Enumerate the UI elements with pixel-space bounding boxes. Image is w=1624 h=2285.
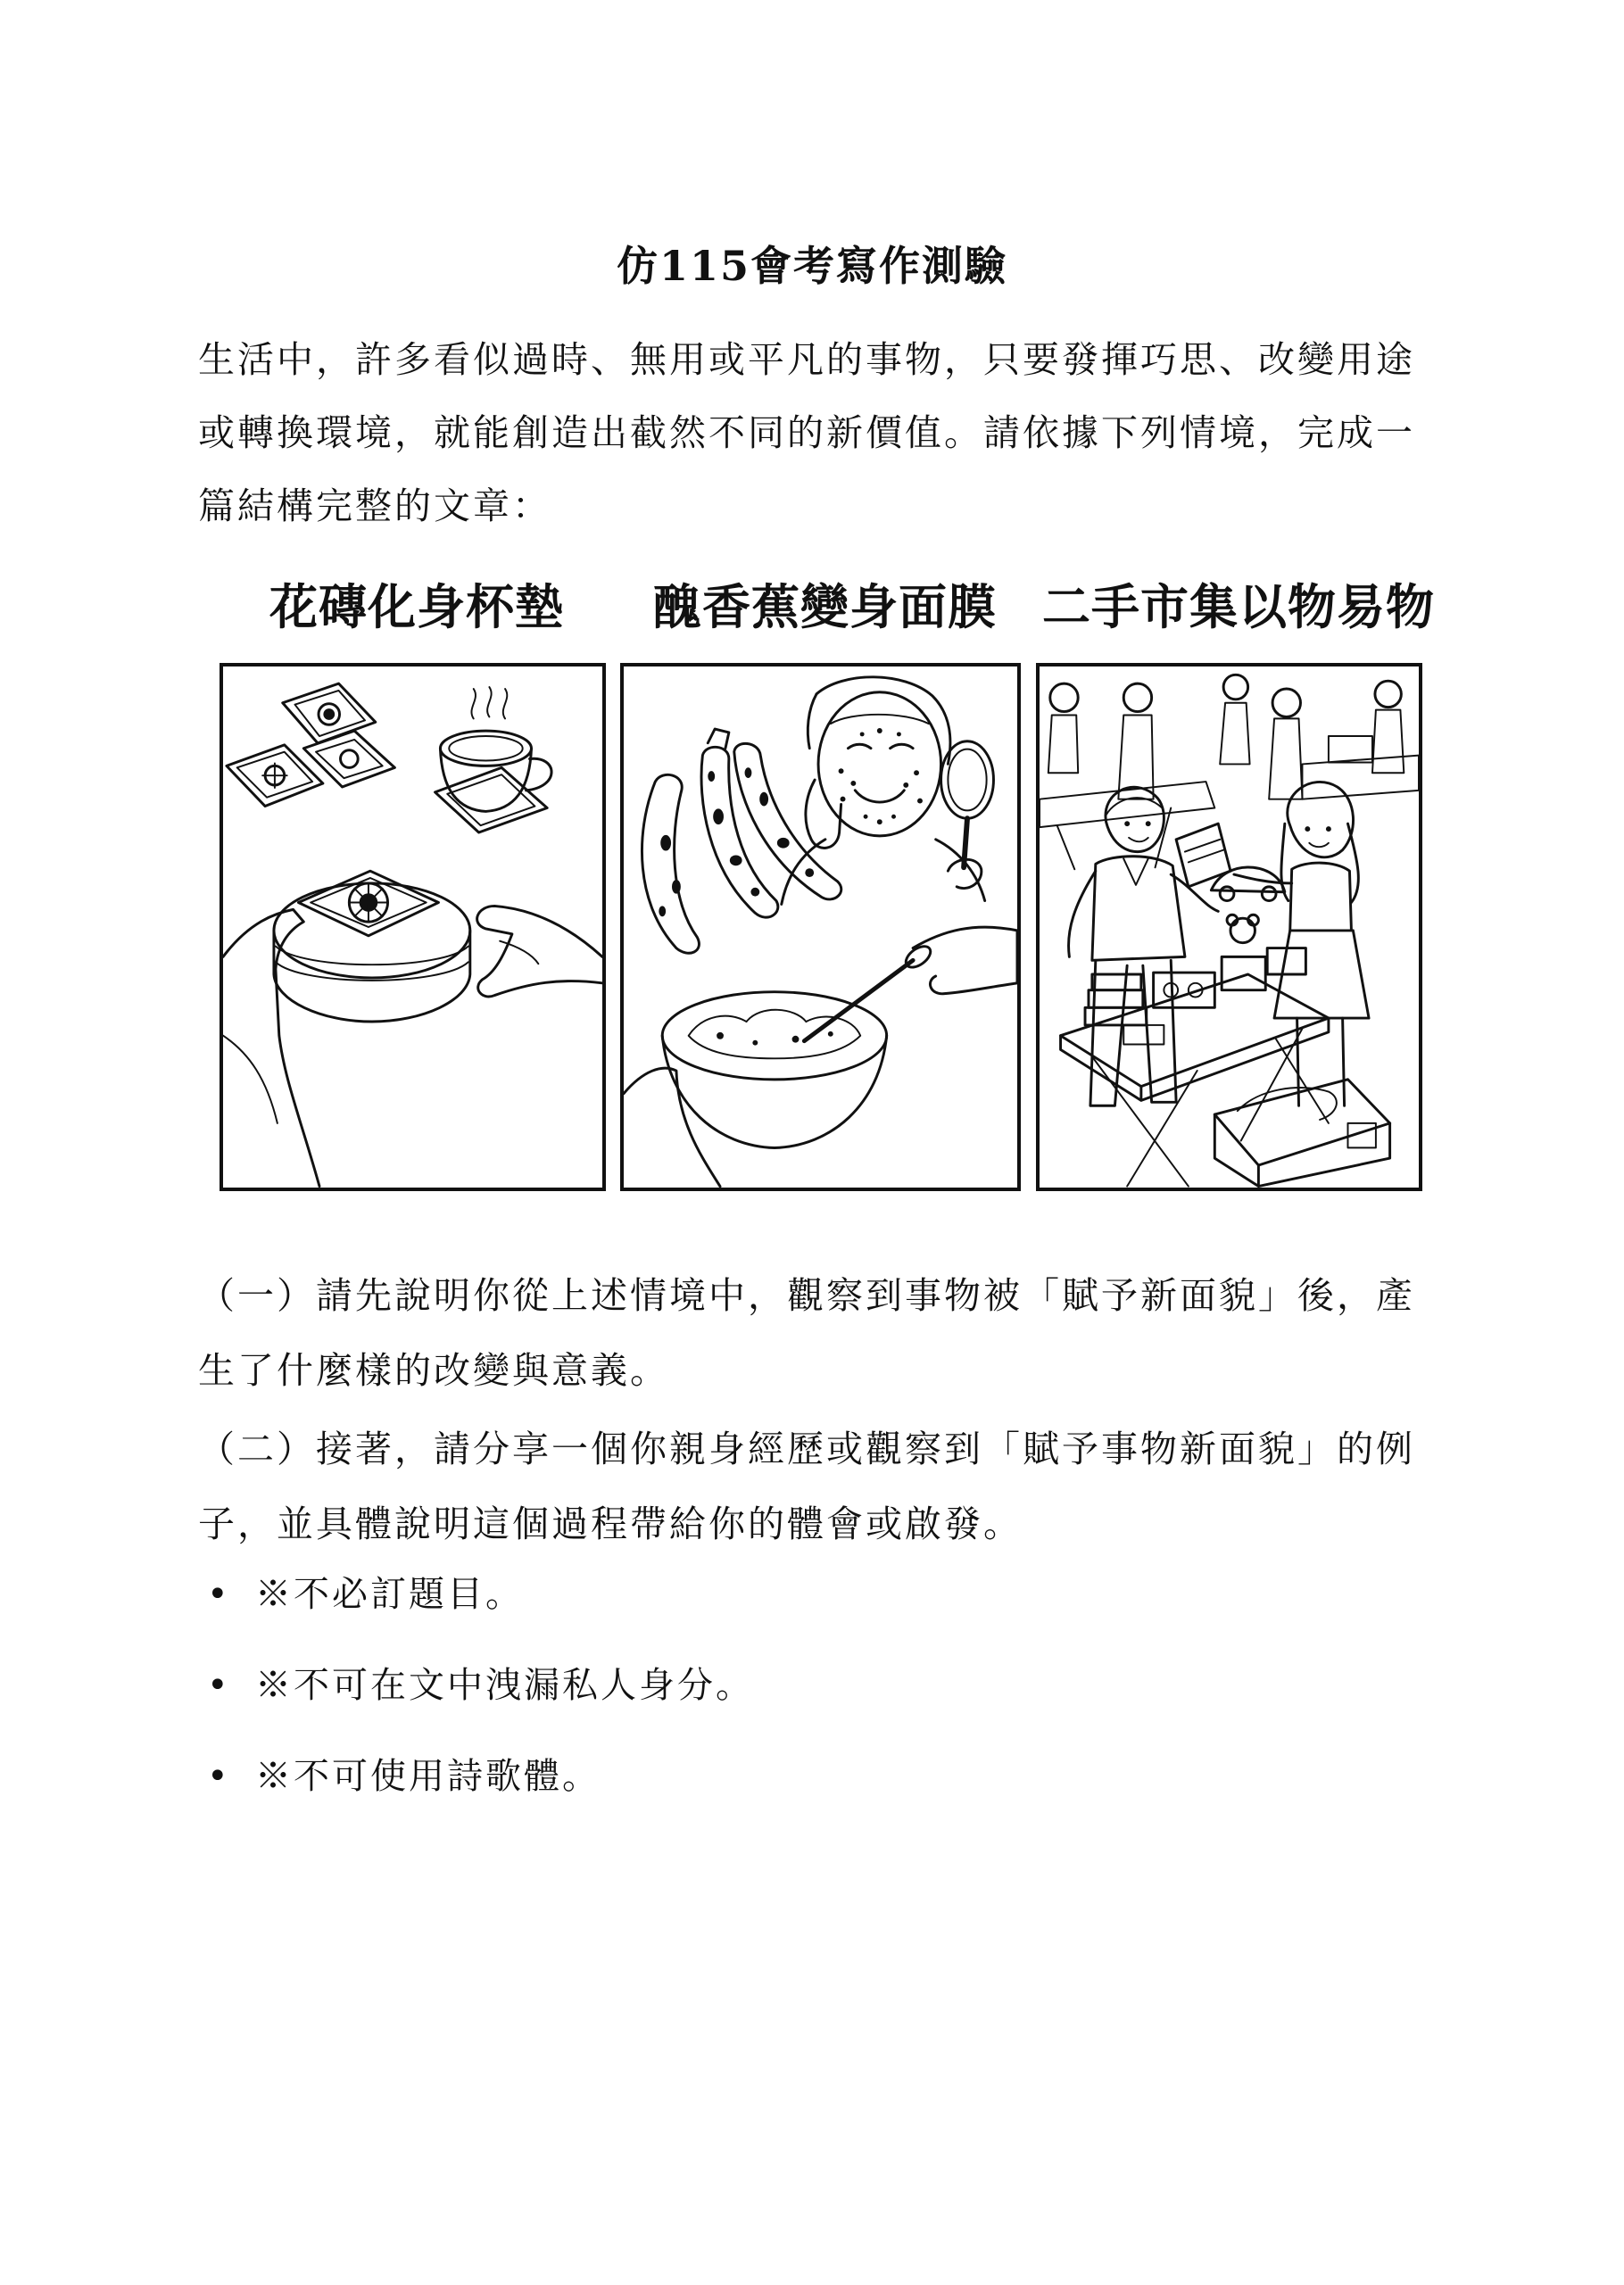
rule-text: ※不可在文中洩漏私人身分。 [255, 1665, 754, 1706]
question-two: （二）接著，請分享一個你親身經歷或觀察到「賦予事物新面貌」的例子，並具體說明這個過程帶給你的體會或啟發。 [198, 1428, 1415, 1545]
bullet: • [207, 1756, 231, 1797]
intro-paragraph: 生活中，許多看似過時、無用或平凡的事物，只要發揮巧思、改變用途或轉換環境，就能創造出截然不同的新價值。請依據下列情境，完成一篇結構完整的文章： [198, 338, 1415, 527]
secondhand-market-illustration [1036, 663, 1422, 1191]
rule-text: ※不可使用詩歌體。 [255, 1756, 601, 1797]
tile-coaster-illustration [220, 663, 606, 1191]
question-one: （一）請先說明你從上述情境中，觀察到事物被「賦予新面貌」後，產生了什麼樣的改變與意義。 [198, 1274, 1415, 1392]
rule-item-no-identity [207, 1657, 754, 1708]
panel-caption-banana-mask: 醜香蕉變身面膜 [653, 579, 997, 635]
rule-text: ※不必訂題目。 [255, 1574, 524, 1615]
banana-mask-illustration [620, 663, 1021, 1191]
rule-item-no-title [207, 1566, 524, 1617]
bullet: • [207, 1665, 231, 1706]
page-title: 仿115會考寫作測驗 [616, 242, 1008, 290]
rule-item-no-poetry [207, 1748, 601, 1799]
panel-caption-tile-coaster: 花磚化身杯墊 [269, 579, 564, 635]
panel-caption-secondhand-market: 二手市集以物易物 [1042, 579, 1435, 635]
bullet: • [207, 1574, 231, 1615]
